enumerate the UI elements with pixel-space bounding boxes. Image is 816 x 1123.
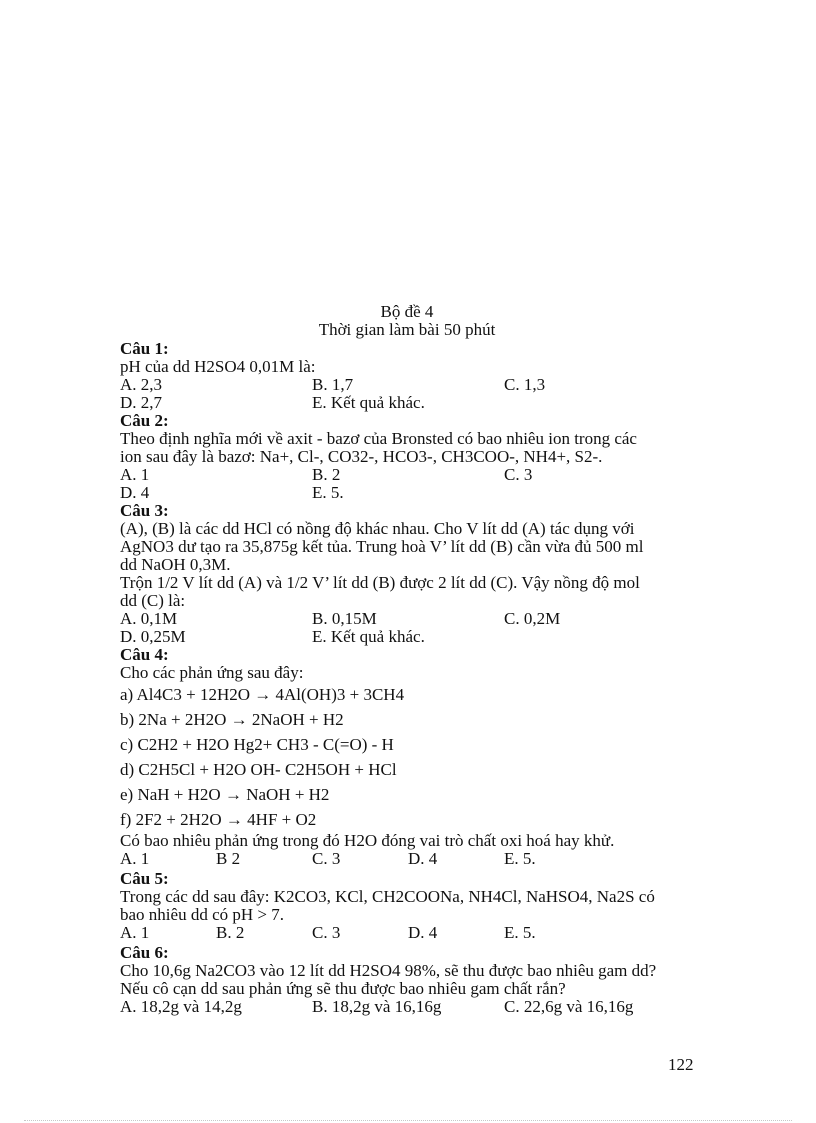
question-2-line-1: Theo định nghĩa mới về axit - bazơ của Bronsted có bao nhiêu ion trong các xyxy=(120,429,637,448)
question-1-title: Câu 1: xyxy=(120,339,169,358)
question-3-line-5: dd (C) là: xyxy=(120,591,186,610)
reaction-d: d) C2H5Cl + H2O OH- C2H5OH + HCl xyxy=(120,760,397,779)
question-1 xyxy=(120,340,700,412)
page-number: 122 xyxy=(668,1055,694,1074)
q2-option-b: B. 2 xyxy=(312,465,341,484)
q1-option-a: A. 2,3 xyxy=(120,375,163,394)
reaction-c: c) C2H2 + H2O Hg2+ CH3 - C(=O) - H xyxy=(120,735,394,754)
q3-option-c: C. 0,2M xyxy=(504,609,561,628)
q2-option-d: D. 4 xyxy=(120,483,150,502)
question-3 xyxy=(120,502,700,646)
question-3-line-4: Trộn 1/2 V lít dd (A) và 1/2 V’ lít dd (B) được 2 lít dd (C). Vậy nồng độ mol xyxy=(120,573,640,592)
q3-option-a: A. 0,1M xyxy=(120,609,178,628)
q6-option-b: B. 18,2g và 16,16g xyxy=(312,997,442,1016)
q1-option-e: E. Kết quả khác. xyxy=(312,393,425,412)
q5-option-e: E. 5. xyxy=(504,923,536,942)
exam-duration: Thời gian làm bài 50 phút xyxy=(318,320,496,339)
q1-option-d: D. 2,7 xyxy=(120,393,163,412)
footer-divider xyxy=(24,1120,792,1121)
q1-option-b: B. 1,7 xyxy=(312,375,354,394)
question-6-line-2: Nếu cô cạn dd sau phản ứng sẽ thu được bao nhiêu gam chất rắn? xyxy=(120,979,566,998)
q5-option-d: D. 4 xyxy=(408,923,438,942)
q5-option-a: A. 1 xyxy=(120,923,150,942)
q1-option-c: C. 1,3 xyxy=(504,375,546,394)
question-5 xyxy=(120,870,700,942)
q5-option-c: C. 3 xyxy=(312,923,341,942)
question-4 xyxy=(120,646,700,868)
reaction-f: f) 2F2 + 2H2O → 4HF + O2 xyxy=(120,810,317,829)
question-3-line-2: AgNO3 dư tạo ra 35,875g kết tủa. Trung hoà V’ lít dd (B) cần vừa đủ 500 ml xyxy=(120,537,644,556)
q6-option-c: C. 22,6g và 16,16g xyxy=(504,997,634,1016)
reaction-b: b) 2Na + 2H2O → 2NaOH + H2 xyxy=(120,710,344,729)
question-2 xyxy=(120,412,700,502)
question-1-text: pH của dd H2SO4 0,01M là: xyxy=(120,357,316,376)
question-2-title: Câu 2: xyxy=(120,411,169,430)
q3-option-e: E. Kết quả khác. xyxy=(312,627,425,646)
q4-option-c: C. 3 xyxy=(312,849,341,868)
q4-option-e: E. 5. xyxy=(504,849,536,868)
q2-option-e: E. 5. xyxy=(312,483,344,502)
question-6-line-1: Cho 10,6g Na2CO3 vào 12 lít dd H2SO4 98%, sẽ thu được bao nhiêu gam dd? xyxy=(120,961,657,980)
q4-option-b: B 2 xyxy=(216,849,241,868)
question-3-title: Câu 3: xyxy=(120,501,169,520)
q2-option-c: C. 3 xyxy=(504,465,533,484)
q2-option-a: A. 1 xyxy=(120,465,150,484)
q3-option-d: D. 0,25M xyxy=(120,627,186,646)
question-5-title: Câu 5: xyxy=(120,869,169,888)
reaction-e: e) NaH + H2O → NaOH + H2 xyxy=(120,785,330,804)
question-3-line-3: dd NaOH 0,3M. xyxy=(120,555,231,574)
question-4-title: Câu 4: xyxy=(120,645,169,664)
question-5-line-1: Trong các dd sau đây: K2CO3, KCl, CH2COONa, NH4Cl, NaHSO4, Na2S có xyxy=(120,887,655,906)
question-5-line-2: bao nhiêu dd có pH > 7. xyxy=(120,905,284,924)
q3-option-b: B. 0,15M xyxy=(312,609,377,628)
question-4-question: Có bao nhiêu phản ứng trong đó H2O đóng vai trò chất oxi hoá hay khử. xyxy=(120,831,615,850)
question-2-line-2: ion sau đây là bazơ: Na+, Cl-, CO32-, HCO3-, CH3COO-, NH4+, S2-. xyxy=(120,447,603,466)
q5-option-b: B. 2 xyxy=(216,923,245,942)
exam-title: Bộ đề 4 xyxy=(380,302,434,321)
question-6 xyxy=(120,944,700,1016)
question-3-line-1: (A), (B) là các dd HCl có nồng độ khác nhau. Cho V lít dd (A) tác dụng với xyxy=(120,519,635,538)
question-4-intro: Cho các phản ứng sau đây: xyxy=(120,663,304,682)
reaction-a: a) Al4C3 + 12H2O → 4Al(OH)3 + 3CH4 xyxy=(120,685,405,704)
q6-option-a: A. 18,2g và 14,2g xyxy=(120,997,242,1016)
q4-option-a: A. 1 xyxy=(120,849,150,868)
question-6-title: Câu 6: xyxy=(120,943,169,962)
q4-option-d: D. 4 xyxy=(408,849,438,868)
